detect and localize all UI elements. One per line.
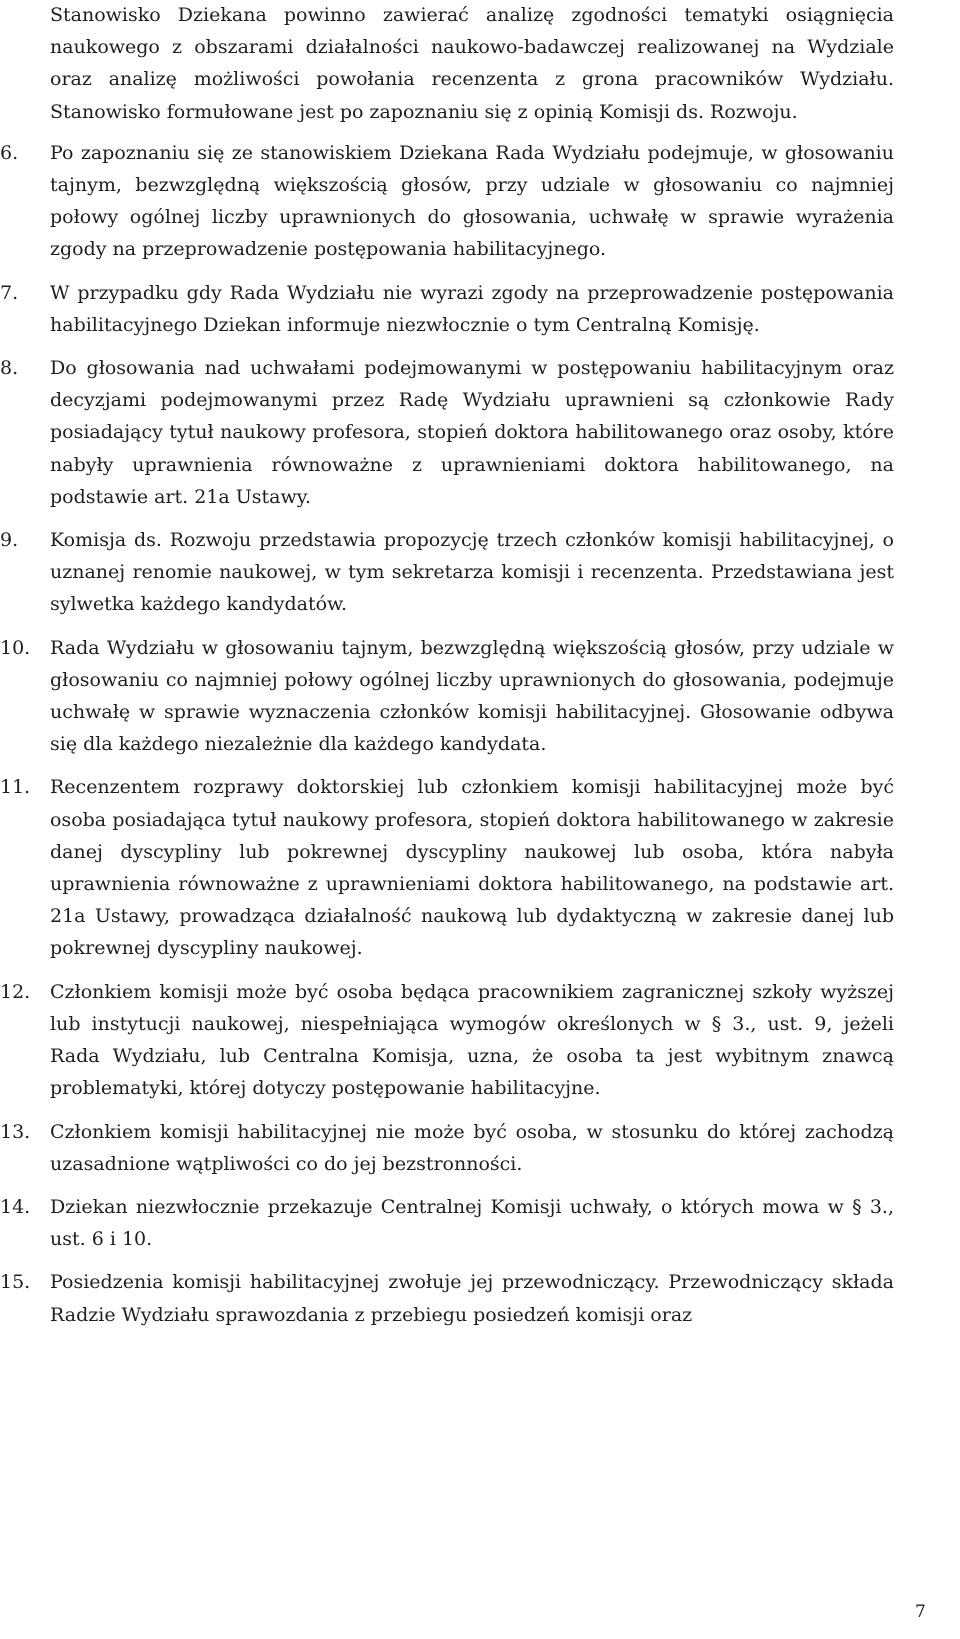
list-item	[0, 1266, 894, 1330]
item-text: Dziekan niezwłocznie przekazuje Centralnej Komisji uchwały, o których mowa w § 3., ust. 6 i 10.	[50, 1195, 894, 1251]
list-item	[0, 277, 894, 341]
item-number: 8.	[0, 357, 19, 380]
item-text: Po zapoznaniu się ze stanowiskiem Dziekana Rada Wydziału podejmuje, w głosowaniu tajnym, bezwzględną większością głosów, przy udziale w głosowaniu co najmniej połowy ogólnej liczby uprawnionych do głosowania, uchwałę w sprawie wyrażenia zgody na przeprowadzenie postępowania habilitacyjnego.	[50, 141, 894, 261]
item-number: 7.	[0, 281, 19, 304]
list-item	[0, 524, 894, 621]
item-number: 10.	[0, 636, 31, 659]
item-text: Posiedzenia komisji habilitacyjnej zwołuje jej przewodniczący. Przewodniczący składa Radzie Wydziału sprawozdania z przebiegu posiedzeń komisji oraz	[50, 1271, 894, 1326]
list-item	[0, 352, 894, 513]
item-text: Recenzentem rozprawy doktorskiej lub członkiem komisji habilitacyjnej może być osoba posiadająca tytuł naukowy profesora, stopień doktora habilitowanego w zakresie danej dyscypliny lub pokrewnej dyscypliny naukowej lub osoba, która nabyła uprawnienia równoważne z uprawnieniami doktora habilitowanego, na podstawie art. 21a Ustawy, prowadząca działalność naukową lub dydaktyczną w zakresie danej lub pokrewnej dyscypliny naukowej.	[50, 776, 894, 960]
item-text: Rada Wydziału w głosowaniu tajnym, bezwzględną większością głosów, przy udziale w głosowaniu co najmniej połowy ogólnej liczby uprawnionych do głosowania, podejmuje uchwałę w sprawie wyznaczenia członków komisji habilitacyjnej. Głosowanie odbywa się dla każdego niezależnie dla każdego kandydata.	[50, 636, 894, 756]
list-item	[0, 771, 894, 964]
item-number: 13.	[0, 1120, 31, 1143]
item-text: Komisja ds. Rozwoju przedstawia propozycję trzech członków komisji habilitacyjnej, o uznanej renomie naukowej, w tym sekretarza komisji i recenzenta. Przedstawiana jest sylwetka każdego kandydatów.	[50, 529, 894, 616]
item-text: W przypadku gdy Rada Wydziału nie wyrazi zgody na przeprowadzenie postępowania habilitacyjnego Dziekan informuje niezwłocznie o tym Centralną Komisję.	[50, 281, 894, 336]
item-number: 12.	[0, 980, 31, 1003]
list-item	[0, 1191, 894, 1255]
item-text: Członkiem komisji może być osoba będąca pracownikiem zagranicznej szkoły wyższej lub instytucji naukowej, niespełniająca wymogów określonych w § 3., ust. 9, jeżeli Rada Wydziału, lub Centralna Komisja, uzna, że osoba ta jest wybitnym znawcą problematyki, której dotyczy postępowanie habilitacyjne.	[50, 980, 894, 1100]
item-number: 9.	[0, 529, 19, 552]
item-number: 14.	[0, 1195, 31, 1218]
item-text: Do głosowania nad uchwałami podejmowanymi w postępowaniu habilitacyjnym oraz decyzjami podejmowanymi przez Radę Wydziału uprawnieni są członkowie Rady posiadający tytuł naukowy profesora, stopień doktora habilitowanego oraz osoby, które nabyły uprawnienia równoważne z uprawnieniami doktora habilitowanego, na podstawie art. 21a Ustawy.	[50, 357, 894, 508]
item-number: 11.	[0, 776, 31, 799]
list-item	[0, 632, 894, 761]
item-text: Członkiem komisji habilitacyjnej nie może być osoba, w stosunku do której zachodzą uzasadnione wątpliwości co do jej bezstronności.	[50, 1120, 894, 1175]
list-item	[0, 976, 894, 1105]
lead-paragraph: Stanowisko Dziekana powinno zawierać analizę zgodności tematyki osiągnięcia naukowego z obszarami działalności naukowo-badawczej realizowanej na Wydziale oraz analizę możliwości powołania recenzenta z grona pracowników Wydziału. Stanowisko formułowane jest po zapoznaniu się z opinią Komisji ds. Rozwoju.	[50, 4, 894, 123]
list-item	[0, 1116, 894, 1180]
item-number: 15.	[0, 1271, 31, 1294]
page-number: 7	[915, 1602, 926, 1622]
list-item	[0, 137, 894, 266]
item-number: 6.	[0, 141, 19, 164]
